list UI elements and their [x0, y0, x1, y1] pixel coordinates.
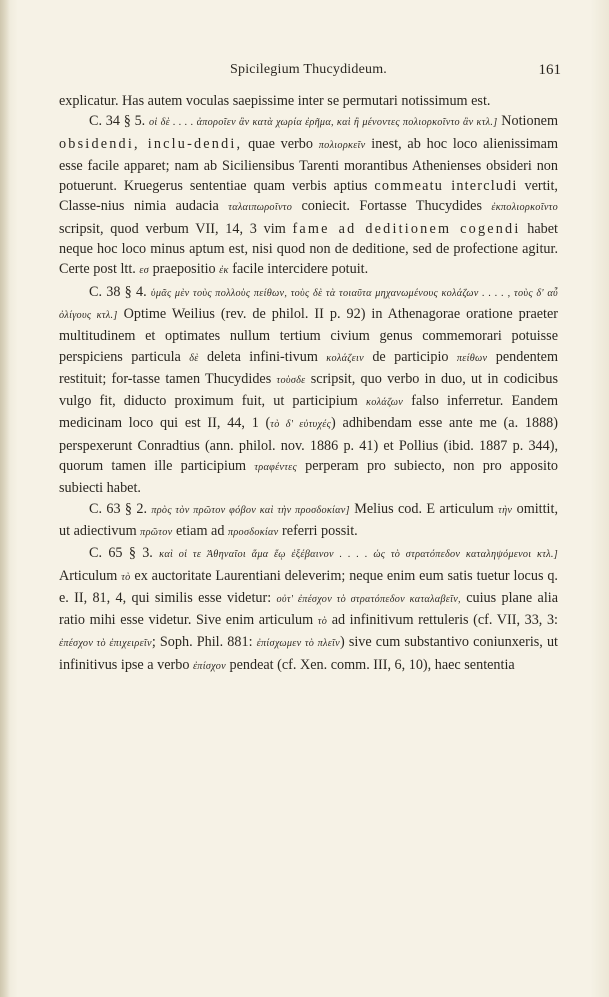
page-number: 161 — [538, 62, 561, 78]
greek-text: πολιορκεῖν — [318, 139, 366, 151]
greek-text: εσ — [139, 265, 150, 277]
greek-text: τὴν — [498, 504, 513, 516]
text-run: ) adhibendam esse ante me (a. 1888) perspexerunt Conradtius (ann. philol. nov. 1886 p. 41) et Pollius (ibid. 1887 p. 344), quorum tamen ille participium — [59, 415, 558, 475]
greek-text: ἐπίσχωμεν τὸ πλεῖν — [256, 638, 340, 650]
greek-text: πρῶτον — [140, 526, 173, 538]
greek-text: τραφέντες — [254, 462, 297, 474]
paragraph — [59, 91, 558, 111]
text-run: Optime Weilius (rev. de philol. II p. 92) in Athenagorae oratione praeter multitudinem et optimates nullum tertium civium genus commemorari potuisse perspiciens particula — [59, 305, 558, 365]
greek-text: ἐκ — [219, 265, 229, 277]
paragraph — [59, 282, 558, 499]
text-run: habet neque hoc loco minus aptum est, nisi quod non de deditione, sed de profectione agitur. Certe post ltt. — [59, 220, 558, 278]
text-run: ) sive cum substantivo coniunxeris, ut infinitivus ipse a verbo — [59, 634, 558, 673]
text-run: coniecit. Fortasse Thucydides — [292, 198, 492, 215]
text-run: scripsit, quo verbo in duo, ut in codicibus vulgo fit, diducto proximum fuit, ut participium — [59, 370, 558, 410]
greek-text: τὸ δ' εὐτυχές — [270, 419, 332, 431]
greek-text: πείθων — [456, 352, 488, 364]
text-run: etiam ad — [172, 522, 228, 539]
greek-text: τοὺσδε — [276, 374, 306, 386]
text-run: Notionem — [497, 113, 559, 130]
text-run: quae verbo — [242, 135, 319, 152]
greek-text: πρὸς τὸν πρῶτον φόβον καὶ τὴν προσδοκίαν] — [151, 504, 350, 516]
greek-text: οὐτ' ἐπέσχον τὸ στρατόπεδον καταλαβεῖν, — [276, 593, 461, 605]
text-run: scripsit, quod verbum VII, 14, 3 vim — [59, 220, 293, 237]
text-run: pendeat (cf. Xen. comm. III, 6, 10), haec sententia — [225, 656, 515, 673]
greek-text: ὑμᾶς μὲν τοὺς πολλοὺς πείθων, τοὺς δὲ τὰ τοιαῦτα μηχανωμένους κολάζων . . . . , τοὺς δ' αὖ ὀλίγους κτλ.] — [59, 287, 558, 321]
greek-text: κολάζειν — [326, 352, 364, 364]
text-run: C. 63 § 2. — [89, 500, 152, 517]
greek-text: τὸ — [121, 571, 131, 583]
text-run: referri possit. — [278, 522, 358, 539]
text-run: C. 38 § 4. — [89, 283, 151, 300]
text-run: C. 65 § 3. — [89, 545, 160, 562]
text-run: de participio — [363, 348, 457, 365]
page-gutter-shadow — [0, 0, 10, 997]
text-run: ad infinitivum rettuleris (cf. VII, 33, 3: — [327, 612, 558, 629]
paragraph — [59, 111, 558, 281]
text-run: perperam pro subiecto, non pro apposito subiecti habet. — [59, 458, 558, 497]
text-run: commeatu intercludi — [374, 178, 518, 195]
greek-text: ἐπέσχον τὸ ἐπιχειρεῖν — [59, 638, 152, 650]
running-title: Spicilegium Thucydideum. — [230, 62, 387, 77]
text-run: Melius cod. E articulum — [349, 500, 499, 517]
greek-text: ταλαιπωροῖντο — [228, 202, 293, 214]
text-run: falso inferretur. Eandem medicinam loco qui est II, 44, 1 ( — [59, 393, 558, 432]
text-run: inest, ab hoc loco alienissimam esse facile apparet; nam ab Siciliensibus Tarenti morantibus Athenienses obsideri non potuerunt. Kruegerus sententiae quam verbis aptius — [59, 135, 558, 195]
greek-text: οἱ δὲ . . . . ἀποροῖεν ἂν κατὰ χωρία ἐρῆμα, καὶ ἢ μένοντες πολιορκοῖντο ἂν κτλ.] — [148, 117, 498, 129]
paragraph — [59, 499, 558, 544]
text-run: pendentem restituit; for-tasse tamen Thucydides — [59, 348, 559, 387]
text-run: deleta infini-tivum — [198, 348, 327, 365]
text-run: omittit, ut adiectivum — [59, 500, 558, 539]
text-run: explicatur. Has autem voculas saepissime inter se permutari notissimum est. — [59, 93, 491, 109]
page-header — [56, 62, 561, 82]
text-run: facile intercidere potuit. — [228, 261, 369, 278]
text-run: fame ad deditionem cogendi — [292, 220, 521, 237]
greek-text: καὶ οἱ τε Ἀθηναῖοι ἅμα ἕῳ ἐξέβαινον . . . . ὡς τὸ στρατόπεδον καταληψόμενοι κτλ.] — [159, 549, 558, 561]
paragraph — [59, 543, 558, 677]
greek-text: τὸ — [317, 616, 328, 628]
text-run: obsidendi, inclu-dendi, — [59, 135, 243, 152]
text-run: vertit, Classe-nius nimia audacia — [59, 178, 558, 215]
text-run: Articulum — [59, 567, 122, 584]
text-run: C. 34 § 5. — [89, 113, 149, 130]
greek-text: ἐπίσχον — [192, 660, 226, 672]
text-run: ; Soph. Phil. 881: — [151, 634, 257, 651]
text-run: praepositio — [149, 261, 220, 278]
greek-text: κολάζων — [366, 397, 404, 409]
text-run: ex auctoritate Laurentiani deleverim; neque enim eum satis tuetur locus q. e. II, 81, 4, qui similis esse videtur: — [59, 567, 558, 606]
greek-text: ἐκπολιορκοῖντο — [491, 202, 558, 214]
greek-text: προσδοκίαν — [227, 526, 279, 538]
greek-text: δὲ — [189, 352, 199, 364]
text-run: cuius plane alia ratio mihi esse videtur. Sive enim articulum — [59, 589, 558, 629]
body-text — [59, 91, 558, 677]
